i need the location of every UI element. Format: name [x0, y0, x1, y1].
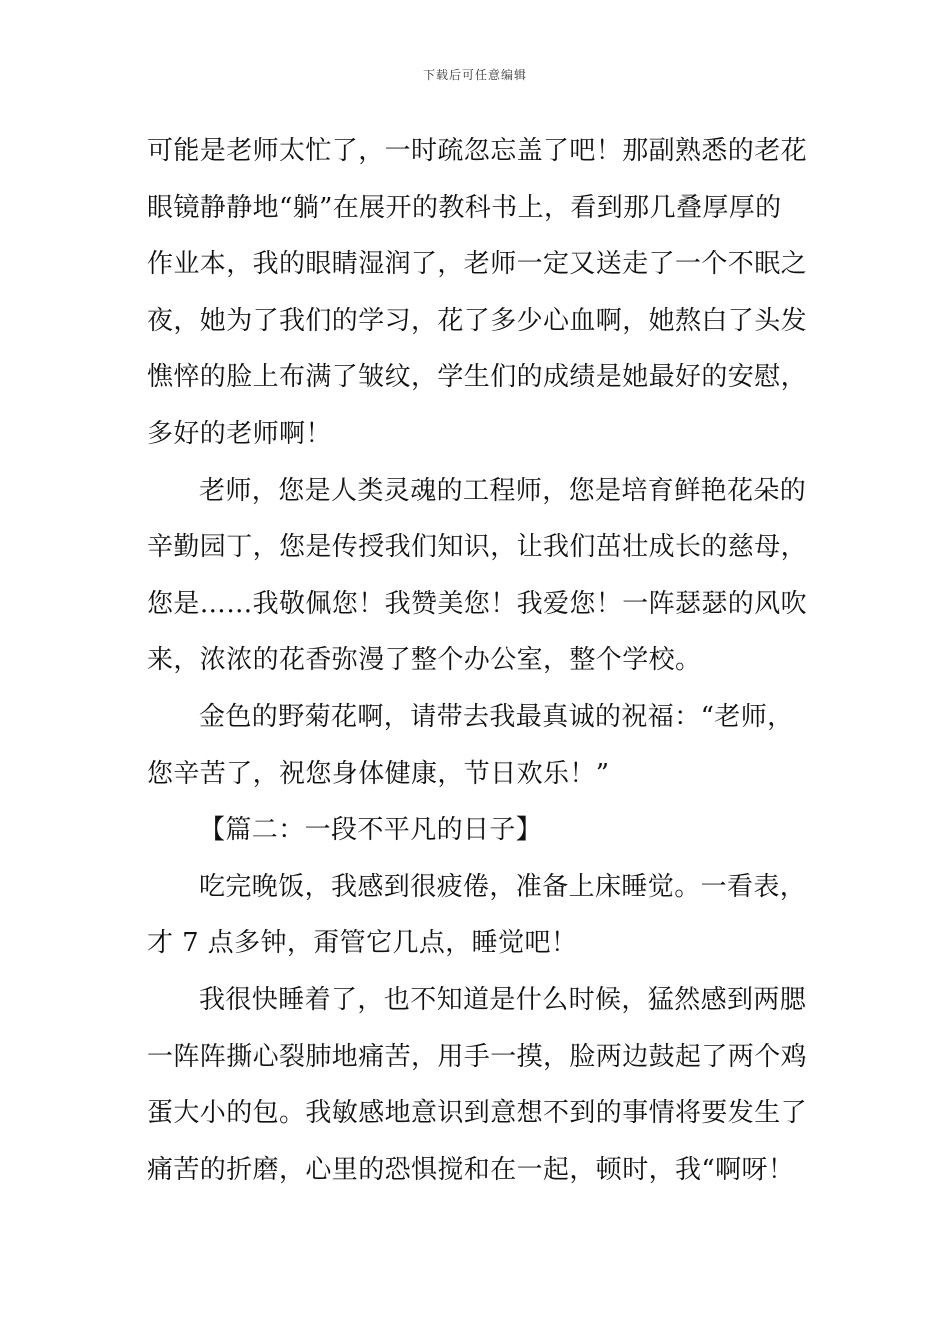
text-line: 来，浓浓的花香弥漫了整个办公室，整个学校。	[147, 645, 702, 676]
text-line: 您是……我敬佩您！我赞美您！我爱您！一阵瑟瑟的风吹	[147, 588, 808, 619]
page-header-note: 下载后可任意编辑	[422, 68, 527, 82]
text-line: 多好的老师啊！	[147, 418, 332, 449]
section-heading: 【篇二：一段不平凡的日子】	[199, 815, 543, 846]
text-line: 一阵阵撕心裂肺地痛苦，用手一摸，脸两边鼓起了两个鸡	[147, 1041, 808, 1072]
text-line: 您辛苦了，祝您身体健康，节日欢乐！”	[147, 758, 610, 789]
document-body	[147, 123, 807, 1198]
text-line: 憔悴的脸上布满了皱纹，学生们的成绩是她最好的安慰，	[147, 362, 808, 393]
text-line: 眼镜静静地“躺”在展开的教科书上，看到那几叠厚厚的	[147, 192, 782, 223]
paragraph-start-line: 金色的野菊花啊，请带去我最真诚的祝福：“老师，	[199, 701, 794, 732]
text-line: 可能是老师太忙了，一时疏忽忘盖了吧！那副熟悉的老花	[147, 136, 808, 166]
text-line: 夜，她为了我们的学习，花了多少心血啊，她熬白了头发	[147, 305, 808, 336]
paragraph-start-line: 我很快睡着了，也不知道是什么时候，猛然感到两腮	[199, 984, 807, 1015]
paragraph-start-line: 吃完晚饭，我感到很疲倦，准备上床睡觉。一看表，	[199, 871, 807, 902]
paragraph-start-line: 老师，您是人类灵魂的工程师，您是培育鲜艳花朵的	[199, 475, 807, 506]
text-line: 痛苦的折磨，心里的恐惧搅和在一起，顿时，我“啊呀！	[147, 1154, 795, 1185]
text-line: 才 7 点多钟，甭管它几点，睡觉吧！	[147, 928, 578, 959]
text-line: 辛勤园丁，您是传授我们知识，让我们茁壮成长的慈母，	[147, 532, 808, 563]
text-line: 蛋大小的包。我敏感地意识到意想不到的事情将要发生了	[147, 1098, 808, 1129]
text-line: 作业本，我的眼睛湿润了，老师一定又送走了一个不眠之	[147, 249, 808, 280]
